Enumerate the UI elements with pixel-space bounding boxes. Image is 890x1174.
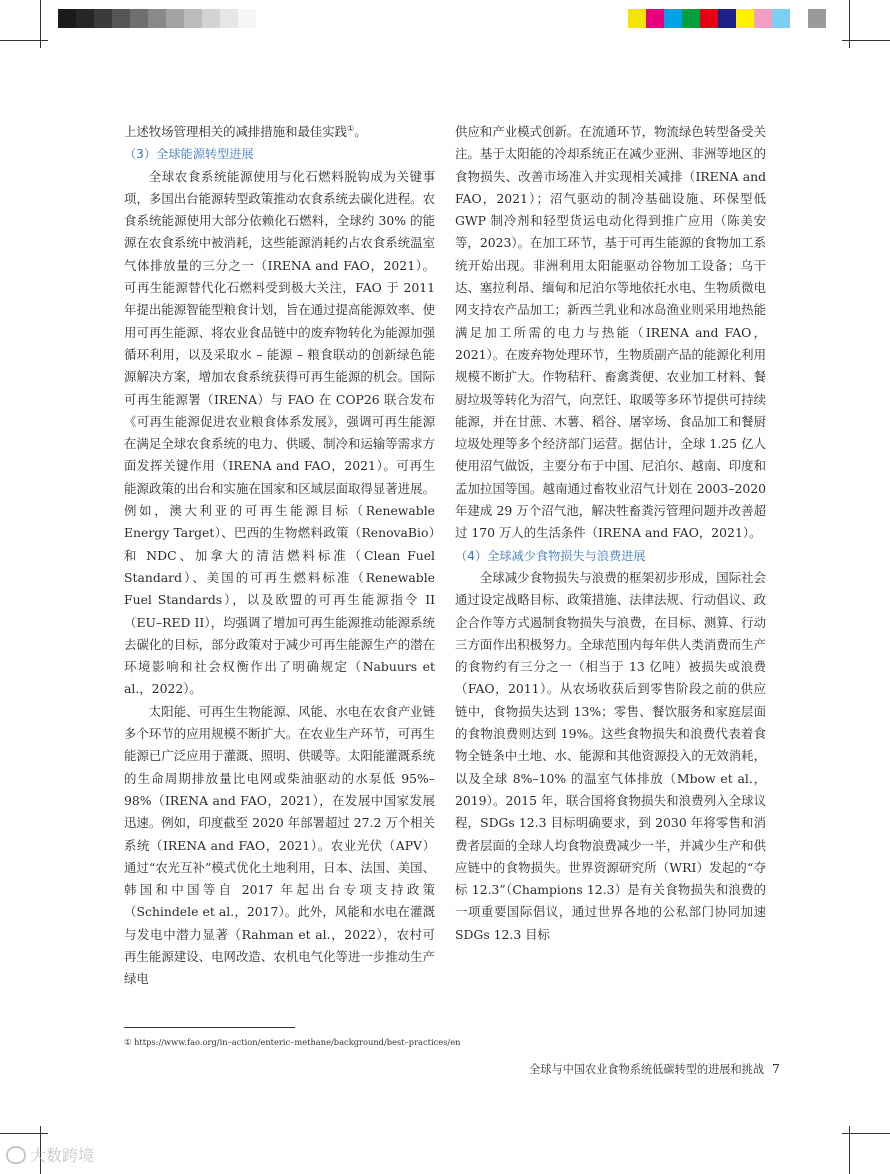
paragraph: 供应和产业模式创新。在流通环节，物流绿色转型备受关注。基于太阳能的冷却系统正在减少亚洲、非洲等地区的食物损失、改善市场准入并实现相关减排（IRENA and FAO，2021）；沼气驱动的制冷基础设施、环保型低 GWP 制冷剂和轻型货运电动化得到推广应用（陈美安等，2023）。在加工环节，基于可再生能源的食物加工系统开始出现。非洲利用太阳能驱动谷物加工设备；乌干达、塞拉利昂、缅甸和尼泊尔等地依托水电、生物质微电网支持农产品加工；新西兰乳业和冰岛渔业则采用地热能满足加工所需的电力与热能（IRENA and FAO，2021）。在废弃物处理环节，生物质副产品的能源化利用规模不断扩大。作物秸秆、畜禽粪便、农业加工材料、餐厨垃圾等转化为沼气，向烹饪、取暖等多环节提供可持续能源，并在甘蔗、木薯、稻谷、屠宰场、食品加工和餐厨垃圾处理等多个经济部门运营。据估计，全球 1.25 亿人使用沼气做饭，主要分布于中国、尼泊尔、越南、印度和孟加拉国等国。越南通过畜牧业沼气计划在 2003–2020 年建成 29 万个沼气池，解决牲畜粪污管理问题并改善超过 170 万人的生活条件（IRENA and FAO，2021）。: [455, 124, 766, 541]
grayscale-calibration-bar: [58, 9, 256, 28]
footnote-rule: [124, 1027, 295, 1028]
calibration-swatch: [184, 9, 202, 28]
calibration-swatch: [58, 9, 76, 28]
calibration-swatch: [700, 9, 718, 28]
paragraph: 全球农食系统能源使用与化石燃料脱钩成为关键事项，多国出台能源转型政策推动农食系统去碳化进程。农食系统能源使用大部分依赖化石燃料，全球约 30% 的能源在农食系统中被消耗，这些能源消耗约占农食系统温室气体排放量的三分之一（IRENA and FAO，2021）。可再生能源替代化石燃料受到极大关注，FAO 于 2011 年提出能源智能型粮食计划，旨在通过提高能源效率、使用可再生能源、将农业食品链中的废弃物转化为能源加强循环利用，以及采取水 – 能源 – 粮食联动的创新绿色能源解决方案，增加农食系统获得可再生能源的机会。国际可再生能源署（IRENA）与 FAO 在 COP26 联合发布《可再生能源促进农业粮食体系发展》，强调可再生能源在满足全球农食系统的电力、供暖、制冷和运输等需求方面发挥关键作用（IRENA and FAO，2021）。可再生能源政策的出台和实施在国家和区域层面取得显著进展。例如，澳大利亚的可再生能源目标（Renewable Energy Target）、巴西的生物燃料政策（RenovaBio）和 NDC、加拿大的清洁燃料标准（Clean Fuel Standard）、美国的可再生燃料标准（Renewable Fuel Standards），以及欧盟的可再生能源指令 II（EU–RED II），均强调了增加可再生能源推动能源系统去碳化的目标，部分政策对于减少可再生能源生产的潜在环境影响和社会权衡作出了明确规定（Nabuurs et al.，2022）。: [124, 168, 435, 697]
crop-mark: [0, 1133, 48, 1134]
calibration-swatch: [682, 9, 700, 28]
watermark-logo-icon: [6, 1146, 26, 1164]
running-title: 全球与中国农业食物系统低碳转型的进展和挑战: [529, 1063, 765, 1076]
crop-mark: [842, 1133, 890, 1134]
paragraph: 全球减少食物损失与浪费的框架初步形成，国际社会通过设定战略目标、政策措施、法律法规、行动倡议、政企合作等方式遏制食物损失与浪费，在目标、测算、行动三方面作出积极努力。全球范围内每年供人类消费而生产的食物约有三分之一（相当于 13 亿吨）被损失或浪费（FAO，2011）。从农场收获后到零售阶段之前的供应链中，食物损失达到 13%；零售、餐饮服务和家庭层面的食物浪费则达到 19%。这些食物损失和浪费代表着食物全链条中土地、水、能源和其他资源投入的无效消耗，以及全球 8%–10% 的温室气体排放（Mbow et al.，2019）。2015 年，联合国将食物损失和浪费列入全球议程，SDGs 12.3 目标明确要求，到 2030 年将零售和消费者层面的全球人均食物浪费减少一半，并减少生产和供应链中的食物损失。世界资源研究所（WRI）发起的“夺标 12.3”（Champions 12.3）是有关食物损失和浪费的一项重要国际倡议，通过世界各地的公私部门协同加速 SDGs 12.3 目标: [455, 569, 766, 942]
crop-mark: [0, 40, 48, 41]
calibration-swatch: [628, 9, 646, 28]
paragraph: 太阳能、可再生生物能源、风能、水电在农食产业链多个环节的应用规模不断扩大。在农业生产环节，可再生能源已广泛应用于灌溉、照明、供暖等。太阳能灌溉系统的生命周期排放量比电网或柴油驱动的水泵低 95%–98%（IRENA and FAO，2021），在发展中国家发展迅速。例如，印度截至 2020 年部署超过 27.2 万个相关系统（IRENA and FAO，2021）。农业光伏（APV）通过“农光互补”模式优化土地利用，日本、法国、美国、韩国和中国等自 2017 年起出台专项支持政策（Schindele et al.，2017）。此外，风能和水电在灌溉与发电中潜力显著（Rahman et al.，2022），农村可再生能源建设、电网改造、农机电气化等进一步推动生产绿电: [124, 703, 435, 987]
left-text-column: [124, 121, 435, 991]
calibration-swatch: [130, 9, 148, 28]
calibration-swatch: [718, 9, 736, 28]
calibration-swatch: [220, 9, 238, 28]
section-heading: （3）全球能源转型进展: [124, 147, 254, 162]
calibration-swatch: [790, 9, 808, 28]
section-heading: （4）全球减少食物损失与浪费进展: [455, 548, 646, 563]
footnote: ① https://www.fao.org/in–action/enteric–methane/background/best–practices/en: [124, 1037, 461, 1047]
calibration-swatch: [202, 9, 220, 28]
calibration-swatch: [238, 9, 256, 28]
right-text-column: [455, 121, 766, 946]
color-calibration-bar: [628, 9, 826, 28]
calibration-swatch: [94, 9, 112, 28]
calibration-swatch: [646, 9, 664, 28]
calibration-swatch: [112, 9, 130, 28]
calibration-swatch: [166, 9, 184, 28]
page-number: 7: [772, 1061, 780, 1076]
paragraph: 上述牧场管理相关的减排措施和最佳实践①。: [124, 123, 367, 139]
calibration-swatch: [148, 9, 166, 28]
watermark: [6, 1143, 94, 1166]
footnote-marker[interactable]: ①: [347, 123, 355, 133]
calibration-swatch: [76, 9, 94, 28]
calibration-swatch: [754, 9, 772, 28]
calibration-swatch: [772, 9, 790, 28]
calibration-swatch: [808, 9, 826, 28]
running-footer: [529, 1061, 780, 1077]
watermark-text: 大数跨境: [30, 1146, 95, 1165]
calibration-swatch: [736, 9, 754, 28]
calibration-swatch: [664, 9, 682, 28]
crop-mark: [842, 40, 890, 41]
